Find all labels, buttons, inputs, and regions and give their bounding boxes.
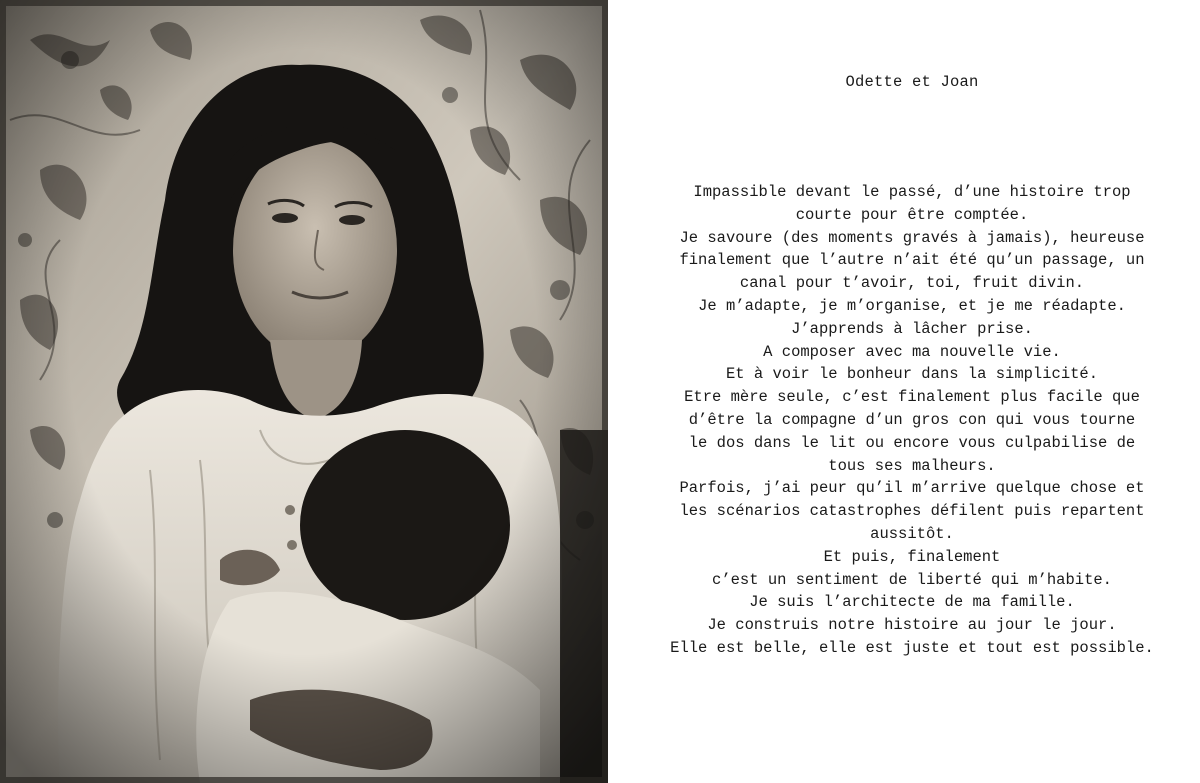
poem-line: Impassible devant le passé, d’une histoire trop (693, 183, 1131, 201)
poem-line: les scénarios catastrophes défilent puis repartent (679, 502, 1145, 521)
poem-line: Je savoure (des moments gravés à jamais), heureuse (679, 228, 1145, 247)
text-panel (612, 0, 1200, 783)
poem-line: Et puis, finalement (823, 547, 1001, 566)
poem-line: finalement que l’autre n’ait été qu’un passage, un (679, 251, 1145, 270)
poem-line: A composer avec ma nouvelle vie. (763, 342, 1061, 361)
poem-line: Elle est belle, elle est juste et tout est possible. (670, 638, 1154, 657)
poem-line: le dos dans le lit ou encore vous culpabilise de (688, 433, 1136, 452)
poem-line: tous ses malheurs. (828, 456, 996, 475)
poem-line: courte pour être comptée. (795, 205, 1029, 224)
poem-line: Je construis notre histoire au jour le jour. (707, 616, 1117, 635)
poem-line: Parfois, j’ai peur qu’il m’arrive quelque chose et (679, 479, 1145, 498)
poem-line: J’apprends à lâcher prise. (791, 319, 1033, 338)
poem-line: canal pour t’avoir, toi, fruit divin. (739, 274, 1085, 293)
poem-line: Je suis l’architecte de ma famille. (749, 593, 1075, 612)
poem-line: Je m’adapte, je m’organise, et je me réadapte. (698, 296, 1126, 315)
document-title: Odette et Joan (845, 73, 979, 91)
poem-line: d’être la compagne d’un gros con qui vous tourne (688, 410, 1136, 429)
poem-line: c’est un sentiment de liberté qui m’habite. (712, 570, 1112, 589)
poem-text (612, 181, 1200, 660)
poem-line: Etre mère seule, c’est finalement plus facile que (684, 388, 1140, 407)
poem-line: aussitôt. (870, 524, 954, 543)
poem-line: Et à voir le bonheur dans la simplicité. (725, 365, 1099, 384)
